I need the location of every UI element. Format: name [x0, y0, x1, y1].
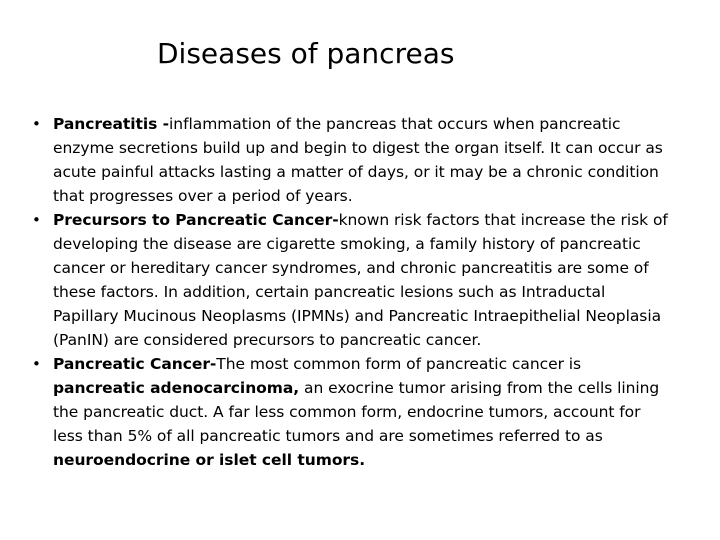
bullet-icon: •: [32, 355, 41, 373]
bullet-item-precursors: [32, 208, 672, 352]
bullet-item-pancreatic-cancer: [32, 352, 672, 472]
bullet-text: known risk factors that increase the risk of developing the disease are cigarette smoking, a family history of pancreatic cancer or hereditary cancer syndromes, and chronic pancreatitis are some of these factors. In addition, certain pancreatic lesions such as Intraductal Papillary Mucinous Neoplasms (IPMNs) and Pancreatic Intraepithelial Neoplasia (PanIN) are considered precursors to pancreatic cancer.: [53, 211, 668, 349]
bullet-emphasis: neuroendocrine or islet cell tumors.: [53, 451, 366, 469]
slide-title: Diseases of pancreas: [157, 37, 455, 70]
bullet-text: inflammation of the pancreas that occurs when pancreatic enzyme secretions build up and begin to digest the organ itself. It can occur as acute painful attacks lasting a matter of days, or it may be a chronic condition that progresses over a period of years.: [53, 115, 663, 205]
bullet-term: Precursors to Pancreatic Cancer-: [53, 211, 339, 229]
bullet-term: Pancreatic Cancer-: [53, 355, 217, 373]
bullet-text: an exocrine tumor arising from the cells lining the pancreatic duct. A far less common form, endocrine tumors, account for less than 5% of all pancreatic tumors and are sometimes referred to as: [53, 379, 660, 445]
bullet-icon: •: [32, 211, 41, 229]
bullet-list: [32, 112, 672, 472]
bullet-text: The most common form of pancreatic cancer is: [216, 355, 582, 373]
bullet-icon: •: [32, 115, 41, 133]
bullet-item-pancreatitis: [32, 112, 672, 208]
bullet-term: Pancreatitis -: [53, 115, 170, 133]
bullet-emphasis: pancreatic adenocarcinoma,: [53, 379, 300, 397]
